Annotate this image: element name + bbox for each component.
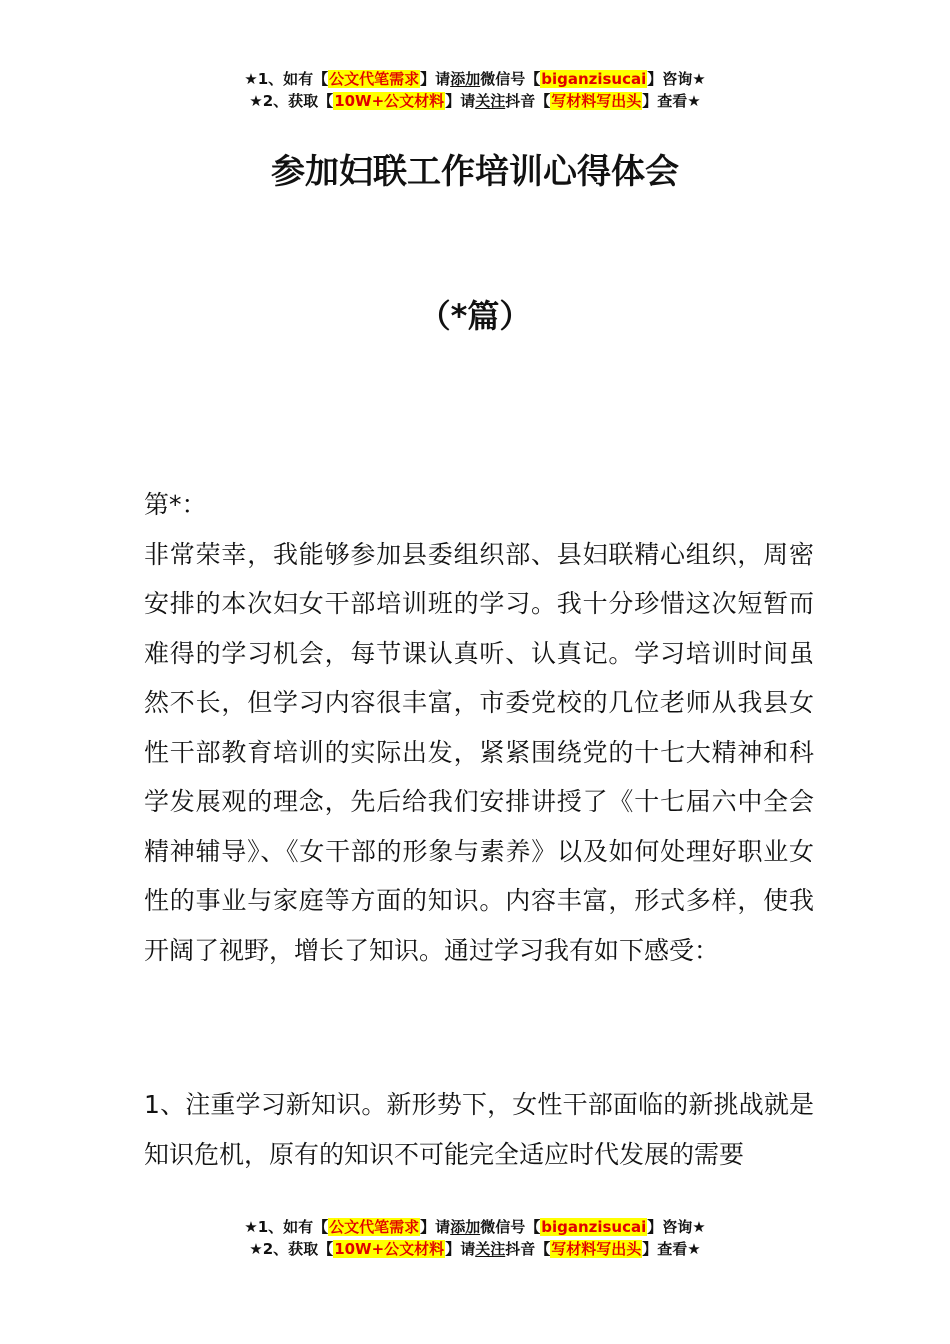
banner-highlight: 10W+公文材料 (334, 1240, 445, 1258)
banner-text: 】请 (445, 1240, 476, 1258)
banner-line-2 (0, 1238, 950, 1260)
banner-highlight: biganzisucai (541, 1218, 647, 1236)
banner-text: 】查看★ (642, 92, 701, 110)
footer-banner (0, 1216, 950, 1260)
document-subtitle: （*篇） (418, 297, 532, 335)
banner-highlight: 公文代笔需求 (329, 1218, 420, 1236)
banner-line-2 (0, 90, 950, 112)
banner-emphasis: 添加 (450, 70, 481, 88)
banner-text: 微信号【 (480, 70, 541, 88)
document-point (144, 1080, 814, 1179)
banner-highlight: 10W+公文材料 (334, 92, 445, 110)
header-banner (0, 68, 950, 112)
section-label: 第*： (144, 490, 207, 519)
banner-line-1 (0, 1216, 950, 1238)
banner-text: 】查看★ (642, 1240, 701, 1258)
banner-text: 】请 (445, 92, 476, 110)
banner-emphasis: 关注 (475, 92, 506, 110)
banner-emphasis: 关注 (475, 1240, 506, 1258)
banner-text: 抖音【 (505, 92, 551, 110)
banner-highlight: 写材料写出头 (551, 92, 642, 110)
banner-text: 抖音【 (505, 1240, 551, 1258)
document-title: 参加妇联工作培训心得体会 (271, 152, 679, 192)
banner-line-1 (0, 68, 950, 90)
document-body (144, 480, 814, 975)
banner-text: ★2、获取【 (249, 92, 334, 110)
banner-highlight: 写材料写出头 (551, 1240, 642, 1258)
paragraph: 非常荣幸，我能够参加县委组织部、县妇联精心组织，周密安排的本次妇女干部培训班的学习。我十分珍惜这次短暂而难得的学习机会，每节课认真听、认真记。学习培训时间虽然不长，但学习内容很丰富，市委党校的几位老师从我县女性干部教育培训的实际出发，紧紧围绕党的十七大精神和科学发展观的理念，先后给我们安排讲授了《十七届六中全会精神辅导》、《女干部的形象与素养》以及如何处理好职业女性的事业与家庭等方面的知识。内容丰富，形式多样，使我开阔了视野，增长了知识。通过学习我有如下感受： (144, 539, 814, 965)
banner-text: 微信号【 (480, 1218, 541, 1236)
banner-text: ★1、如有【 (244, 70, 329, 88)
banner-text: 】咨询★ (647, 1218, 706, 1236)
banner-text: ★2、获取【 (249, 1240, 334, 1258)
banner-text: 】请 (420, 70, 451, 88)
banner-emphasis: 添加 (450, 1218, 481, 1236)
banner-highlight: 公文代笔需求 (329, 70, 420, 88)
banner-text: ★1、如有【 (244, 1218, 329, 1236)
paragraph: 1、注重学习新知识。新形势下，女性干部面临的新挑战就是知识危机，原有的知识不可能完全适应时代发展的需要 (144, 1090, 814, 1169)
banner-text: 】请 (420, 1218, 451, 1236)
banner-highlight: biganzisucai (541, 70, 647, 88)
banner-text: 】咨询★ (647, 70, 706, 88)
